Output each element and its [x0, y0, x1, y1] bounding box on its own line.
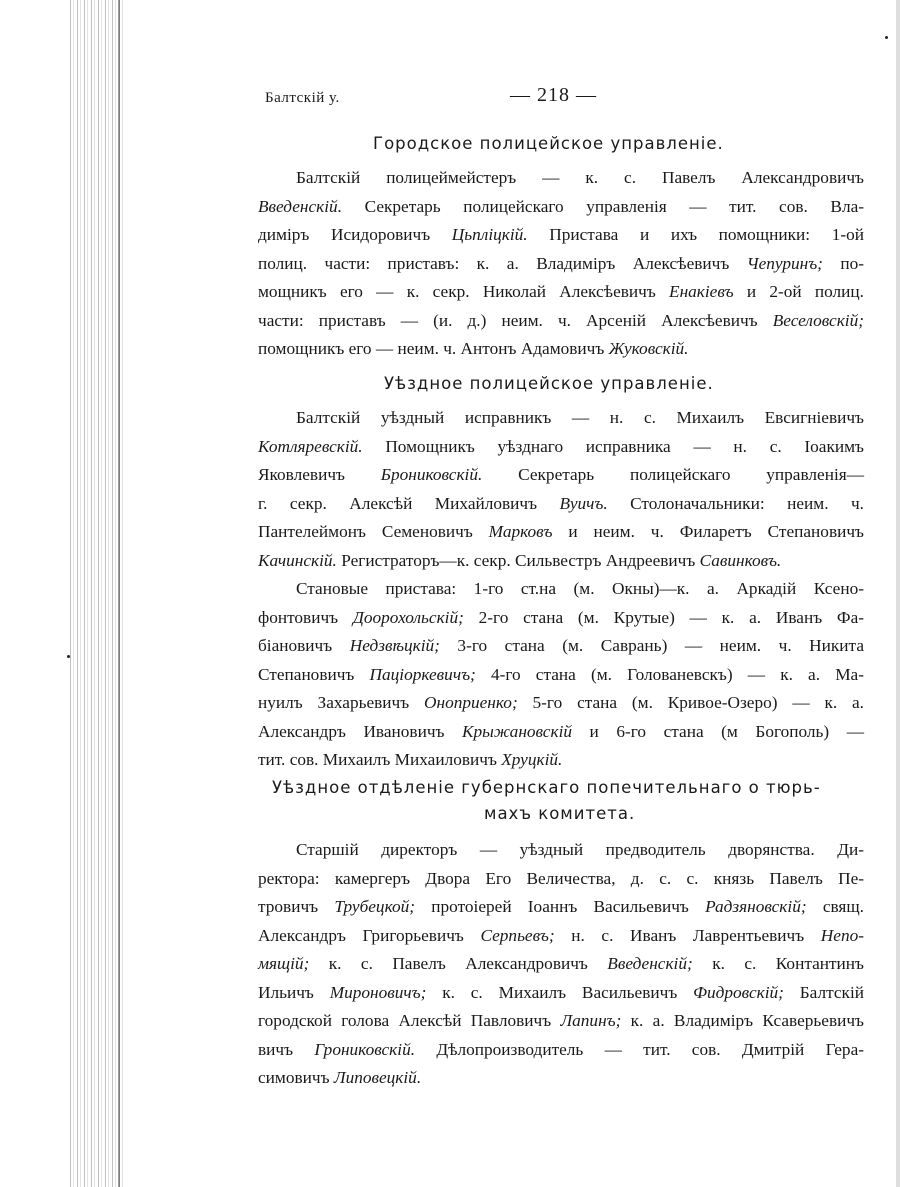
surname-italic: Савинковъ.: [699, 550, 782, 570]
text-run: Степановичъ: [258, 664, 370, 684]
text-run: біановичъ: [258, 636, 350, 655]
surname-italic: Котляревскій.: [258, 436, 363, 456]
text-run: 5-го стана (м. Кривое-Озеро) — к. а.: [517, 693, 865, 712]
surname-italic: Доорохольскій;: [352, 607, 464, 627]
text-run: по-: [822, 253, 864, 273]
text-line: [258, 950, 864, 979]
text-run: помощникъ его — неим. ч. Антонъ Адамовичъ: [258, 339, 609, 358]
surname-italic: Мироновичъ;: [329, 982, 427, 1002]
text-run: к. с. Павелъ Александровичъ: [309, 954, 608, 973]
surname-italic: Оноприенко;: [424, 693, 518, 712]
text-run: Балтскій: [783, 982, 864, 1002]
text-line: [258, 278, 864, 307]
surname-italic: Введенскій.: [258, 196, 343, 216]
surname-italic: Брониковскій.: [380, 465, 483, 484]
text-run: 4-го стана (м. Голованевскъ) — к. а. Ма-: [475, 664, 864, 684]
page-number: — 218 —: [510, 84, 597, 106]
page-edge-line: [118, 0, 120, 1187]
speck: [67, 655, 70, 658]
text-run: Балтскій полицеймейстеръ — к. с. Павелъ Александровичъ: [296, 168, 864, 187]
section-heading-prison-committee: Уѣздное отдѣленіе губернскаго попечительнаго о тюрь-: [272, 778, 821, 797]
surname-italic: Марковъ: [488, 522, 553, 541]
text-run: полиц. части: приставъ: к. а. Владиміръ Алексѣевичъ: [258, 253, 747, 273]
running-head: [265, 84, 805, 112]
text-line: [258, 193, 864, 222]
section-heading-district-police: Уѣздное полицейское управленіе.: [384, 374, 714, 393]
surname-italic: Фидровскій;: [693, 982, 784, 1002]
text-run: диміръ Исидоровичъ: [258, 225, 452, 244]
text-run: г. секр. Алексѣй Михайловичъ: [258, 493, 560, 513]
text-run: Александръ Ивановичъ: [258, 721, 463, 741]
text-run: Секретарь полицейскаго управленія — тит. сов. Вла-: [342, 196, 864, 216]
text-run: Регистраторъ—к. секр. Сильвестръ Андреевичъ: [336, 550, 700, 570]
text-line: [258, 433, 864, 462]
text-line: [258, 922, 864, 951]
surname-italic: Чепуринъ;: [746, 253, 823, 273]
text-run: тит. сов. Михаилъ Михаиловичъ: [258, 750, 502, 769]
text-line: [258, 164, 864, 193]
text-run: и 2-ой полиц.: [733, 282, 864, 301]
binding-gutter: [70, 0, 125, 1187]
text-line: [258, 1007, 864, 1036]
text-line: [258, 836, 864, 865]
text-line: [258, 307, 864, 336]
surname-italic: Липовецкій.: [333, 1068, 422, 1087]
text-run: Становые пристава: 1-го ст.на (м. Окны)—к. а. Аркадій Ксено-: [296, 579, 864, 598]
surname-italic: Вуичъ.: [559, 493, 608, 513]
surname-italic: Хруцкій.: [501, 750, 563, 769]
text-line: [258, 404, 864, 433]
text-line: [258, 547, 864, 576]
text-line: [258, 979, 864, 1008]
surname-italic: Грониковскій.: [314, 1039, 416, 1059]
text-run: фонтовичъ: [258, 607, 353, 627]
surname-italic: мящій;: [258, 954, 310, 973]
surname-italic: Крыжановскій: [462, 721, 573, 741]
text-line: [258, 746, 864, 775]
surname-italic: Лапинъ;: [560, 1011, 622, 1030]
surname-italic: Введенскій;: [607, 954, 693, 973]
text-run: Дѣлопроизводитель — тит. сов. Дмитрій Гера-: [415, 1039, 864, 1059]
section-body-city-police: [258, 164, 864, 364]
text-line: [258, 893, 864, 922]
text-run: Столоначальники: неим. ч.: [607, 493, 864, 513]
text-line: [258, 575, 864, 604]
text-run: Пантелеймонъ Семеновичъ: [258, 522, 489, 541]
text-run: и неим. ч. Филаретъ Степановичъ: [552, 522, 864, 541]
surname-italic: Трубецкой;: [334, 897, 416, 916]
section-heading-city-police: Городское полицейское управленіе.: [373, 134, 724, 153]
surname-italic: Паціоркевичъ;: [369, 664, 476, 684]
text-line: [258, 490, 864, 519]
text-line: [258, 689, 864, 718]
text-line: [258, 661, 864, 690]
text-run: Старшій директоръ — уѣздный предводитель дворянства. Ди-: [296, 840, 864, 859]
text-line: [258, 335, 864, 364]
text-run: Балтскій уѣздный исправникъ — н. с. Михаилъ Евсигніевичъ: [296, 408, 864, 427]
surname-italic: Непо-: [820, 925, 864, 945]
text-run: Яковлевичъ: [258, 465, 381, 484]
text-line: [258, 1064, 864, 1093]
text-line: [258, 718, 864, 747]
text-line: [258, 604, 864, 633]
text-run: тровичъ: [258, 897, 335, 916]
text-run: 2-го стана (м. Крутые) — к. а. Иванъ Фа-: [463, 607, 864, 627]
text-run: н. с. Иванъ Лаврентьевичъ: [554, 925, 821, 945]
right-edge-shadow: [896, 0, 900, 1187]
text-run: свящ.: [806, 897, 865, 916]
text-run: протоіерей Іоаннъ Васильевичъ: [415, 897, 706, 916]
section-heading-prison-committee-cont: махъ комитета.: [484, 804, 636, 823]
text-run: Александръ Григорьевичъ: [258, 925, 481, 945]
text-run: к. с. Михаилъ Васильевичъ: [426, 982, 694, 1002]
text-line: [258, 221, 864, 250]
speck: [885, 36, 888, 39]
text-run: Пристава и ихъ помощники: 1-ой: [527, 225, 864, 244]
text-run: городской голова Алексѣй Павловичъ: [258, 1011, 561, 1030]
surname-italic: Радзяновскій;: [705, 897, 807, 916]
text-run: ректора: камергеръ Двора Его Величества, д. с. с. князь Павелъ Пе-: [258, 868, 864, 888]
surname-italic: Серпьевъ;: [480, 925, 555, 945]
section-body-prison-committee: [258, 836, 864, 1093]
text-run: части: приставъ — (и. д.) неим. ч. Арсеній Алексѣевичъ: [258, 310, 773, 330]
text-run: нуилъ Захарьевичъ: [258, 693, 425, 712]
text-line: [258, 632, 864, 661]
text-run: Ильичъ: [258, 982, 330, 1002]
text-run: мощникъ его — к. секр. Николай Алексѣевичъ: [258, 282, 670, 301]
text-line: [258, 518, 864, 547]
running-head-district: Балтскій у.: [265, 90, 340, 106]
text-line: [258, 461, 864, 490]
text-run: вичъ: [258, 1039, 315, 1059]
text-line: [258, 250, 864, 279]
surname-italic: Цьпліцкій.: [451, 225, 528, 244]
surname-italic: Жуковскій.: [608, 339, 689, 358]
text-run: 3-го стана (м. Саврань) — неим. ч. Никита: [439, 636, 864, 655]
text-run: Помощникъ уѣзднаго исправника — н. с. Іоакимъ: [362, 436, 864, 456]
surname-italic: Недзвѣцкій;: [349, 636, 440, 655]
text-run: Секретарь полицейскаго управленія—: [482, 465, 864, 484]
surname-italic: Енакіевъ: [669, 282, 734, 301]
section-body-district-police: [258, 404, 864, 775]
text-run: к. а. Владиміръ Ксаверьевичъ: [621, 1011, 864, 1030]
text-line: [258, 865, 864, 894]
text-run: и 6-го стана (м Богополь) —: [572, 721, 865, 741]
surname-italic: Качинскій.: [258, 550, 337, 570]
text-line: [258, 1036, 864, 1065]
surname-italic: Веселовскій;: [772, 310, 864, 330]
text-run: симовичъ: [258, 1068, 334, 1087]
text-run: к. с. Контантинъ: [692, 954, 864, 973]
